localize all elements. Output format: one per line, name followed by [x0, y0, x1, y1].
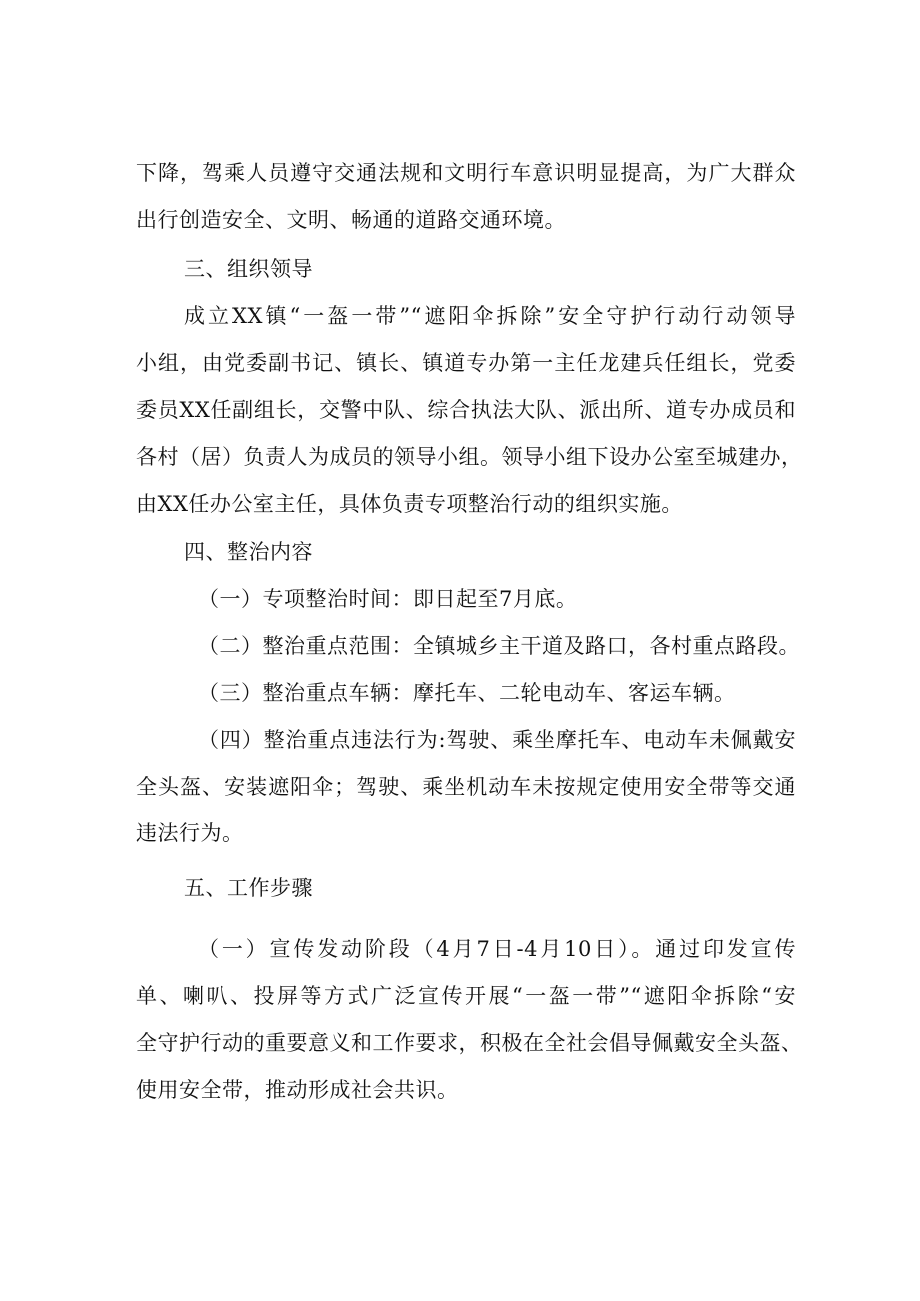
paragraph-line: 小组，由党委副书记、镇长、镇道专办第一主任龙建兵任组长，党委 — [136, 351, 796, 375]
list-item: （一）专项整治时间：即日起至7月底。 — [198, 587, 578, 611]
list-item-continuation: 全守护行动的重要意义和工作要求，积极在全社会倡导佩戴安全头盔、 — [136, 1031, 803, 1055]
list-item-continuation: 全头盔、安装遮阳伞；驾驶、乘坐机动车未按规定使用安全带等交通 — [136, 775, 796, 799]
section-heading-5: 五、工作步骤 — [184, 876, 313, 900]
list-item-continuation: 使用安全带，推动形成社会共识。 — [136, 1078, 459, 1102]
list-item: （一）宣传发动阶段（4月7日-4月10日）。通过印发宣传 — [198, 937, 796, 961]
paragraph-line: 下降，驾乘人员遵守交通法规和文明行车意识明显提高，为广大群众 — [136, 161, 796, 185]
section-heading-4: 四、整治内容 — [184, 540, 313, 564]
list-item: （三）整治重点车辆：摩托车、二轮电动车、客运车辆。 — [198, 681, 736, 705]
section-heading-3: 三、组织领导 — [184, 257, 313, 281]
paragraph-line: 各村（居）负责人为成员的领导小组。领导小组下设办公室至城建办， — [136, 445, 803, 469]
list-item-continuation: 单、喇叭、投屏等方式广泛宣传开展“一盔一带”“遮阳伞拆除“安 — [136, 984, 796, 1008]
list-item: （二）整治重点范围：全镇城乡主干道及路口，各村重点路段。 — [198, 634, 800, 658]
paragraph-line: 出行创造安全、文明、畅通的道路交通环境。 — [136, 208, 566, 232]
list-item-continuation: 违法行为。 — [136, 821, 244, 845]
paragraph-line: 成立XX镇“一盔一带”“遮阳伞拆除”安全守护行动行动领导 — [184, 304, 796, 328]
paragraph-line: 由XX任办公室主任，具体负责专项整治行动的组织实施。 — [136, 492, 683, 516]
list-item: （四）整治重点违法行为:驾驶、乘坐摩托车、电动车未佩戴安 — [198, 728, 796, 752]
paragraph-line: 委员XX任副组长，交警中队、综合执法大队、派出所、道专办成员和 — [136, 398, 796, 422]
